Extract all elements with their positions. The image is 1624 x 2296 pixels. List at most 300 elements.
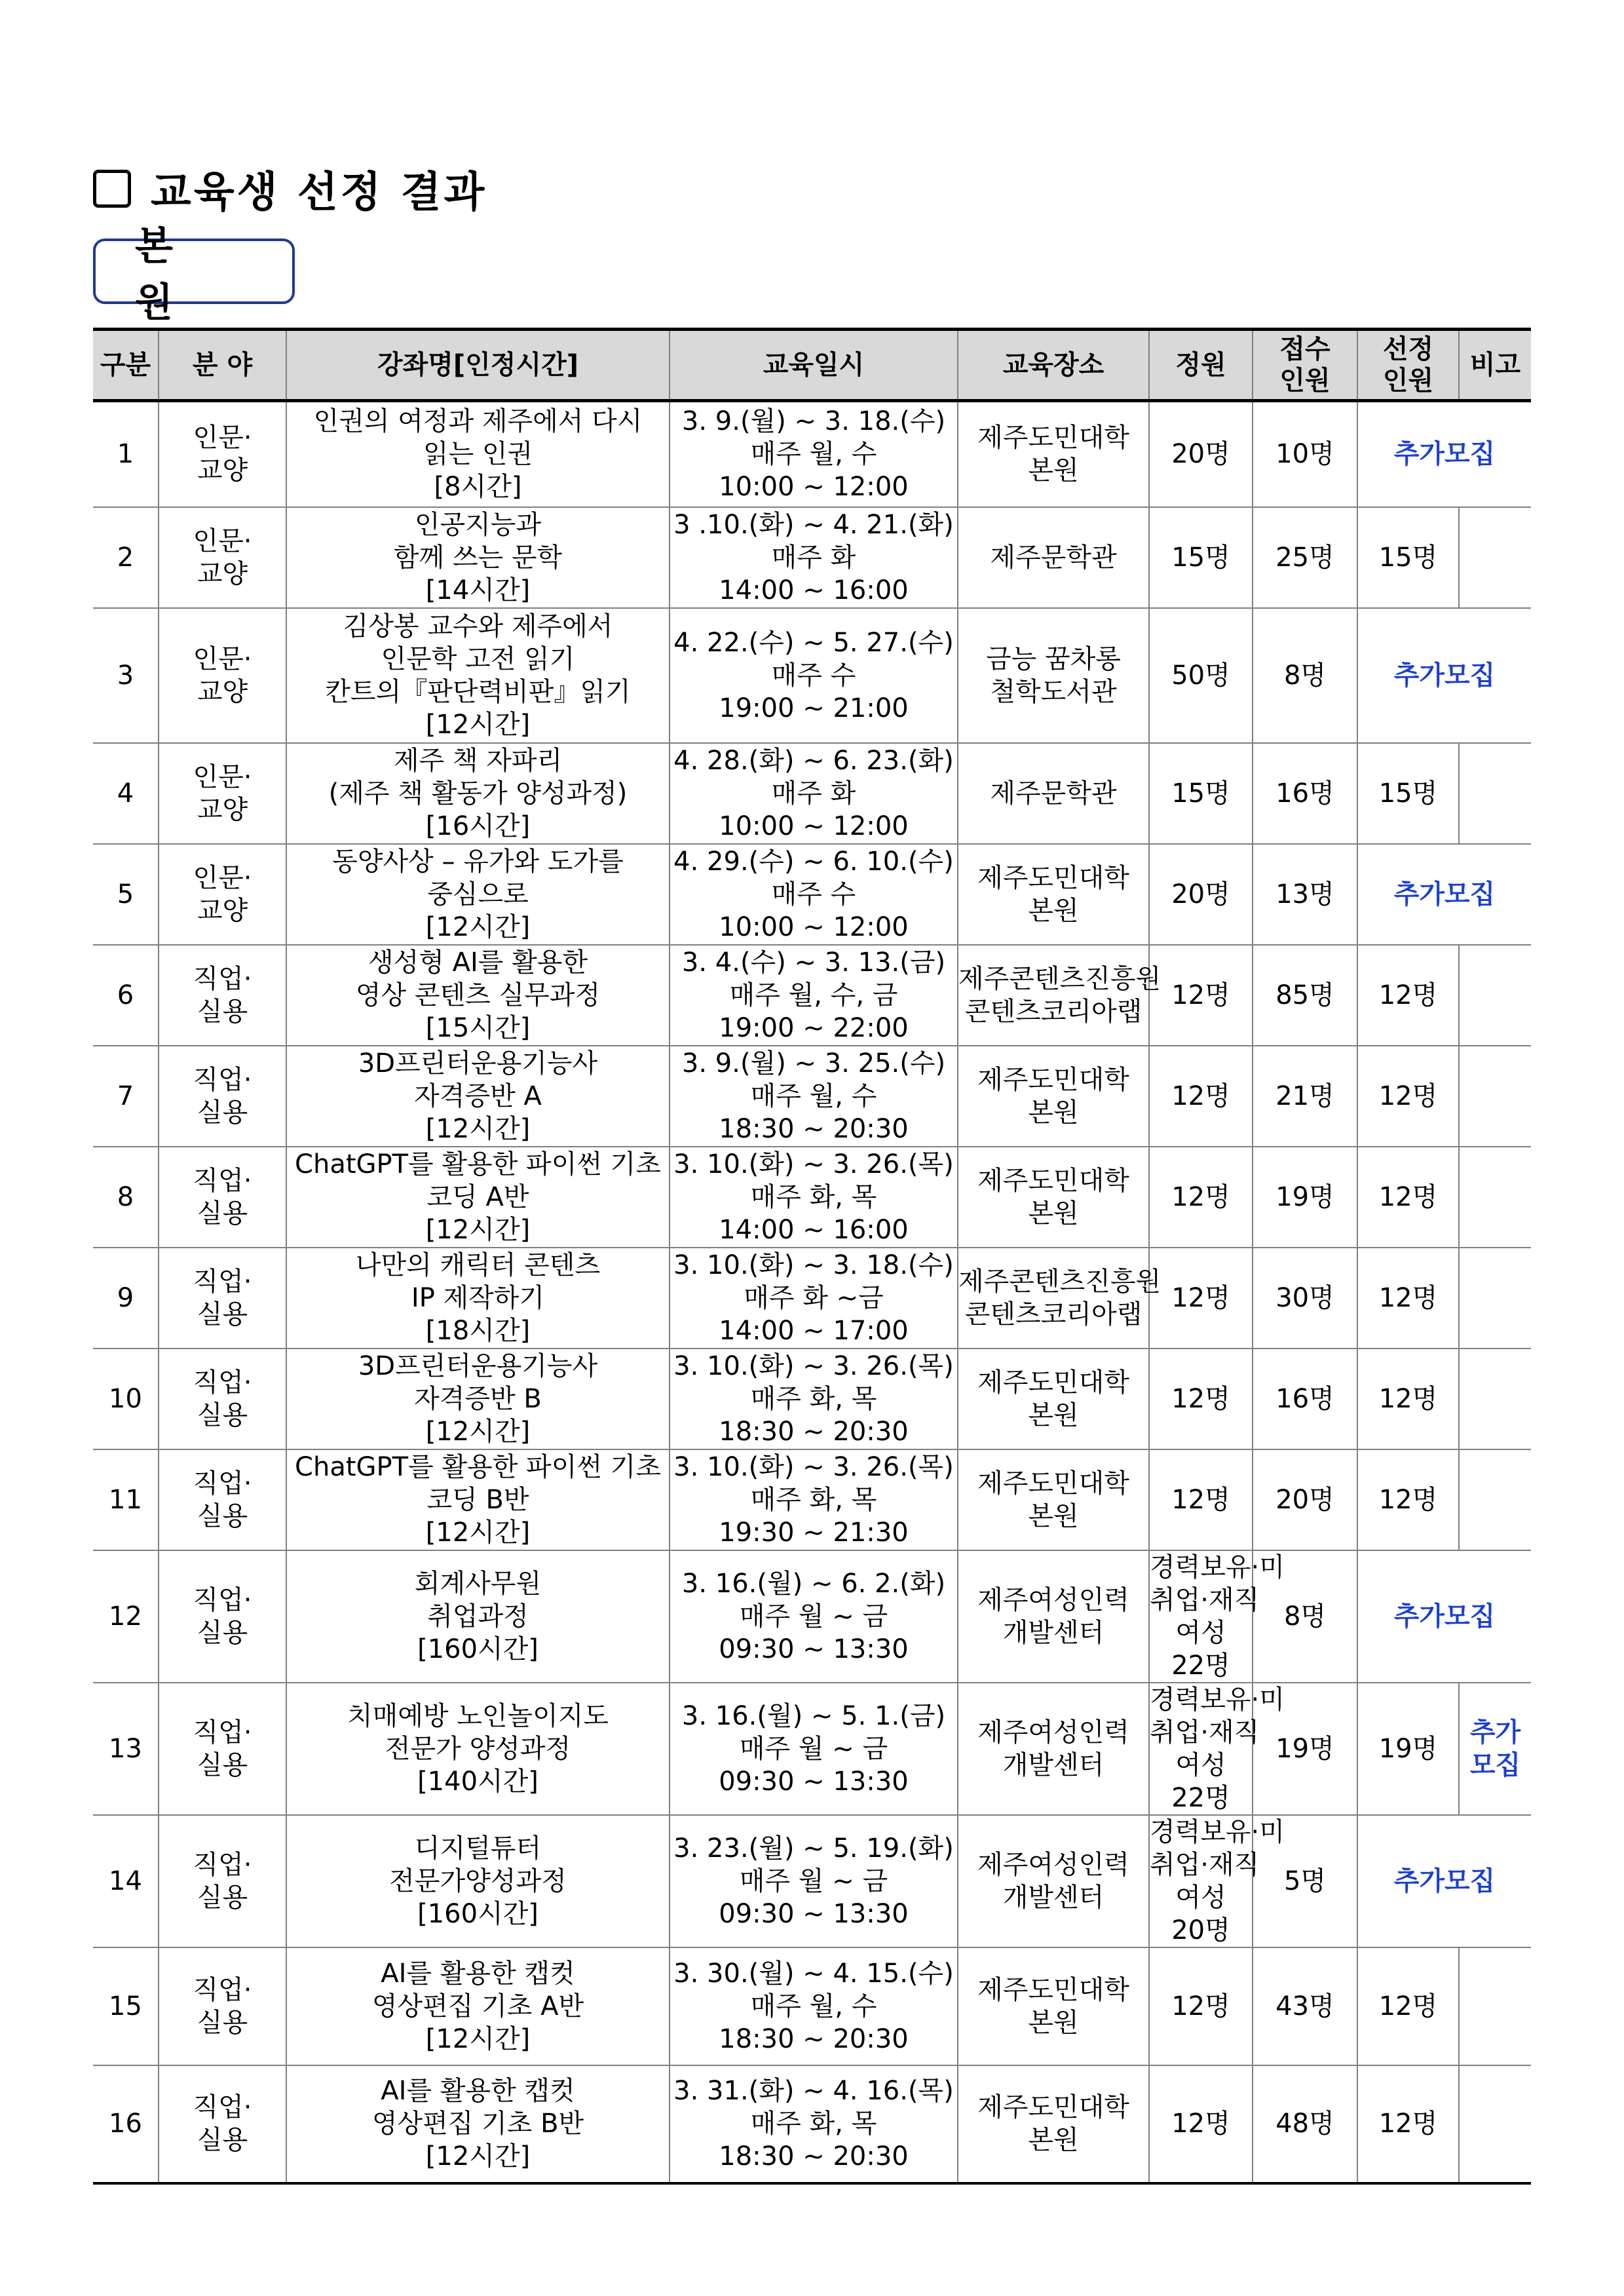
selected-cell: 15명 <box>1357 743 1459 844</box>
date-cell-line: 14:00 ~ 16:00 <box>719 1214 909 1245</box>
date-cell-line: 18:30 ~ 20:30 <box>719 1416 909 1447</box>
row-number: 7 <box>93 1046 159 1147</box>
selected-cell: 12명 <box>1357 2065 1459 2183</box>
course-cell-line: [14시간] <box>425 575 531 605</box>
date-cell-line: 매주 화, 목 <box>750 2109 877 2139</box>
table-row <box>93 507 1531 608</box>
course-cell <box>286 743 670 844</box>
place-cell-line: 콘텐츠코리아랩 <box>964 1299 1142 1330</box>
table-row <box>93 1449 1531 1550</box>
applied-cell: 30명 <box>1253 1248 1357 1349</box>
date-cell-line: 18:30 ~ 20:30 <box>719 2141 909 2172</box>
date-cell-line: 09:30 ~ 13:30 <box>719 1898 909 1929</box>
header-selected <box>1357 330 1459 401</box>
place-cell-line: 제주여성인력 <box>977 1584 1129 1615</box>
date-cell <box>670 507 958 608</box>
note-cell <box>1459 1947 1531 2065</box>
capacity-cell: 12명 <box>1149 1147 1253 1248</box>
note-cell <box>1459 945 1531 1046</box>
date-cell-line: 10:00 ~ 12:00 <box>719 472 909 503</box>
capacity-cell: 12명 <box>1149 1449 1253 1550</box>
applied-cell: 10명 <box>1253 401 1357 507</box>
place-cell <box>958 844 1149 945</box>
field-cell-line: 직업· <box>193 1468 252 1499</box>
table-row <box>93 844 1531 945</box>
field-cell-line: 실용 <box>197 1882 248 1913</box>
table-row <box>93 1947 1531 2065</box>
course-cell-line: 회계사무원 <box>414 1568 542 1599</box>
date-cell-line: 3. 31.(화) ~ 4. 16.(목) <box>673 2076 954 2106</box>
date-cell <box>670 743 958 844</box>
course-cell-line: [16시간] <box>425 811 531 841</box>
date-cell-line: 10:00 ~ 12:00 <box>719 911 909 942</box>
applied-cell: 16명 <box>1253 1349 1357 1449</box>
table-row <box>93 1349 1531 1449</box>
date-cell-line: 3. 4.(수) ~ 3. 13.(금) <box>681 947 946 978</box>
course-cell-line: 3D프린터운용기능사 <box>358 1350 598 1381</box>
note-cell <box>1459 1349 1531 1449</box>
selected-cell: 15명 <box>1357 507 1459 608</box>
course-cell-line: 생성형 AI를 활용한 <box>368 947 588 978</box>
date-cell <box>670 1550 958 1683</box>
place-cell-line: 제주도민대학 <box>977 1064 1129 1095</box>
date-cell <box>670 2065 958 2183</box>
field-cell-line: 교양 <box>197 558 248 589</box>
field-cell-line: 교양 <box>197 455 248 486</box>
course-cell <box>286 844 670 945</box>
table-row <box>93 1046 1531 1147</box>
place-cell <box>958 1046 1149 1147</box>
applied-cell: 13명 <box>1253 844 1357 945</box>
table-row <box>93 1815 1531 1947</box>
course-cell-line: 영상편집 기초 B반 <box>371 2109 584 2139</box>
course-cell-line: 읽는 인권 <box>423 439 533 470</box>
course-cell-line: 김상봉 교수와 제주에서 <box>343 611 613 641</box>
selected-cell: 12명 <box>1357 1147 1459 1248</box>
field-cell <box>159 401 286 507</box>
selected-cell: 12명 <box>1357 945 1459 1046</box>
row-number: 6 <box>93 945 159 1046</box>
capacity-cell: 12명 <box>1149 945 1253 1046</box>
header-note: 비고 <box>1459 330 1531 401</box>
capacity-value: 20명 <box>1171 1915 1230 1945</box>
selected-cell: 12명 <box>1357 1046 1459 1147</box>
course-cell-line: [12시간] <box>425 2141 531 2172</box>
selected-cell: 12명 <box>1357 1947 1459 2065</box>
course-cell-line: [160시간] <box>417 1898 538 1929</box>
field-cell <box>159 1947 286 2065</box>
field-cell <box>159 608 286 743</box>
date-cell-line: 매주 월 ~ 금 <box>739 1866 888 1896</box>
course-cell <box>286 507 670 608</box>
section-badge: 본 원 <box>93 239 295 304</box>
row-number: 16 <box>93 2065 159 2183</box>
course-cell-line: 인문학 고전 읽기 <box>381 643 575 674</box>
applied-cell: 5명 <box>1253 1815 1357 1947</box>
course-cell-line: 자격증반 B <box>414 1383 542 1414</box>
applied-cell: 43명 <box>1253 1947 1357 2065</box>
capacity-cell: 12명 <box>1149 2065 1253 2183</box>
course-cell <box>286 1947 670 2065</box>
selected-cell: 12명 <box>1357 1349 1459 1449</box>
note-cell-line: 추가 <box>1469 1717 1521 1748</box>
note-cell <box>1459 1046 1531 1147</box>
course-cell-line: 제주 책 자파리 <box>393 745 563 776</box>
note-cell-line: 모집 <box>1469 1750 1521 1780</box>
field-cell-line: 실용 <box>197 1198 248 1229</box>
field-cell-line: 실용 <box>197 1400 248 1430</box>
date-cell-line: 4. 29.(수) ~ 6. 10.(수) <box>673 846 954 877</box>
course-cell-line: [12시간] <box>425 1416 531 1447</box>
header-field: 분 야 <box>159 330 286 401</box>
course-cell-line: 치매예방 노인놀이지도 <box>347 1700 609 1731</box>
field-cell-line: 직업· <box>193 963 252 994</box>
row-number: 2 <box>93 507 159 608</box>
place-cell-line: 제주여성인력 <box>977 1717 1129 1748</box>
place-cell-line: 제주도민대학 <box>977 1367 1129 1398</box>
date-cell-line: 4. 22.(수) ~ 5. 27.(수) <box>673 627 954 658</box>
course-cell-line: [12시간] <box>425 1517 531 1548</box>
place-cell-line: 금능 꿈차롱 <box>986 643 1121 674</box>
field-cell-line: 인문· <box>193 862 252 893</box>
place-cell <box>958 1449 1149 1550</box>
course-cell <box>286 2065 670 2183</box>
field-cell-line: 인문· <box>193 423 252 453</box>
place-cell-line: 본원 <box>1028 1198 1079 1229</box>
date-cell-line: 3. 10.(화) ~ 3. 26.(목) <box>673 1451 954 1482</box>
date-cell-line: 3. 9.(월) ~ 3. 18.(수) <box>681 406 946 437</box>
field-cell <box>159 1248 286 1349</box>
field-cell <box>159 1046 286 1147</box>
course-cell <box>286 608 670 743</box>
table-row <box>93 1683 1531 1815</box>
place-cell-line: 본원 <box>1028 1097 1079 1128</box>
place-cell <box>958 1815 1149 1947</box>
note-cell <box>1459 507 1531 608</box>
date-cell-line: 18:30 ~ 20:30 <box>719 1113 909 1144</box>
date-cell-line: 매주 수 <box>771 660 856 691</box>
capacity-note-line: 여성 <box>1175 1882 1226 1913</box>
field-cell <box>159 844 286 945</box>
field-cell-line: 직업· <box>193 1165 252 1196</box>
place-cell-line: 본원 <box>1028 2007 1079 2038</box>
row-number: 3 <box>93 608 159 743</box>
date-cell-line: 매주 화, 목 <box>750 1383 877 1414</box>
course-cell-line: [12시간] <box>425 709 531 740</box>
row-number: 5 <box>93 844 159 945</box>
field-cell-line: 실용 <box>197 996 248 1027</box>
date-cell-line: 19:30 ~ 21:30 <box>719 1517 909 1548</box>
note-cell <box>1459 1248 1531 1349</box>
capacity-note-line: 여성 <box>1175 1750 1226 1780</box>
course-cell <box>286 945 670 1046</box>
place-cell <box>958 1947 1149 2065</box>
header-capacity: 정원 <box>1149 330 1253 401</box>
checkbox-square-icon <box>93 170 131 208</box>
capacity-cell: 12명 <box>1149 1947 1253 2065</box>
course-cell-line: 인공지능과 <box>414 509 542 540</box>
field-cell-line: 인문· <box>193 761 252 792</box>
date-cell <box>670 945 958 1046</box>
header-place: 교육장소 <box>958 330 1149 401</box>
course-cell-line: 디지털튜터 <box>414 1833 542 1864</box>
capacity-cell: 12명 <box>1149 1349 1253 1449</box>
applied-cell: 21명 <box>1253 1046 1357 1147</box>
place-cell-line: 개발센터 <box>1002 1750 1105 1780</box>
row-number: 8 <box>93 1147 159 1248</box>
capacity-cell: 50명 <box>1149 608 1253 743</box>
course-cell-line: 전문가 양성과정 <box>385 1733 571 1764</box>
field-cell <box>159 2065 286 2183</box>
header-line: 선정 <box>1382 334 1434 364</box>
date-cell-line: 14:00 ~ 17:00 <box>719 1315 909 1346</box>
course-cell-line: AI를 활용한 캡컷 <box>381 1958 575 1989</box>
course-cell-line: ChatGPT를 활용한 파이썬 기초 <box>295 1149 661 1179</box>
course-cell-line: [18시간] <box>425 1315 531 1346</box>
place-cell-line: 철학도서관 <box>990 676 1117 707</box>
applied-cell: 20명 <box>1253 1449 1357 1550</box>
course-cell <box>286 1683 670 1815</box>
course-cell-line: 나만의 캐릭터 콘텐츠 <box>355 1250 601 1280</box>
field-cell-line: 실용 <box>197 1097 248 1128</box>
field-cell-line: 교양 <box>197 895 248 926</box>
place-cell <box>958 2065 1149 2183</box>
field-cell <box>159 1147 286 1248</box>
date-cell-line: 18:30 ~ 20:30 <box>719 2023 909 2054</box>
row-number: 12 <box>93 1550 159 1683</box>
field-cell-line: 교양 <box>197 676 248 707</box>
selected-cell: 12명 <box>1357 1449 1459 1550</box>
row-number: 9 <box>93 1248 159 1349</box>
capacity-cell: 15명 <box>1149 743 1253 844</box>
date-cell-line: 매주 화, 목 <box>750 1181 877 1212</box>
course-cell-line: 중심으로 <box>427 879 529 909</box>
course-cell-line: 영상편집 기초 A반 <box>371 1991 584 2021</box>
selection-results-table <box>93 328 1531 2185</box>
place-cell <box>958 1550 1149 1683</box>
applied-cell: 8명 <box>1253 608 1357 743</box>
capacity-note-line: 경력보유·미 <box>1150 1552 1285 1582</box>
date-cell-line: 09:30 ~ 13:30 <box>719 1634 909 1664</box>
place-cell-line: 제주도민대학 <box>977 1468 1129 1499</box>
date-cell-line: 3. 30.(월) ~ 4. 15.(수) <box>673 1958 954 1989</box>
date-cell-line: 매주 수 <box>771 879 856 909</box>
selected-cell: 19명 <box>1357 1683 1459 1815</box>
field-cell-line: 직업· <box>193 1266 252 1297</box>
place-cell-line: 제주도민대학 <box>977 1974 1129 2005</box>
table-row <box>93 945 1531 1046</box>
date-cell-line: 3. 10.(화) ~ 3. 18.(수) <box>673 1250 954 1280</box>
header-line: 인원 <box>1279 366 1331 396</box>
course-cell-line: 코딩 A반 <box>426 1181 529 1212</box>
course-cell <box>286 1349 670 1449</box>
place-cell-line: 제주문학관 <box>990 778 1117 809</box>
place-cell-line: 제주콘텐츠진흥원 <box>958 963 1161 994</box>
place-cell <box>958 1147 1149 1248</box>
date-cell-line: 매주 화 <box>771 778 856 809</box>
applied-cell: 8명 <box>1253 1550 1357 1683</box>
table-row <box>93 1248 1531 1349</box>
field-cell-line: 직업· <box>193 1584 252 1615</box>
course-cell <box>286 1815 670 1947</box>
date-cell-line: 3. 10.(화) ~ 3. 26.(목) <box>673 1149 954 1179</box>
field-cell <box>159 1550 286 1683</box>
place-cell-line: 제주도민대학 <box>977 423 1129 453</box>
row-number: 15 <box>93 1947 159 2065</box>
field-cell-line: 실용 <box>197 1299 248 1330</box>
date-cell-line: 매주 월, 수, 금 <box>729 980 898 1010</box>
course-cell-line: 영상 콘텐츠 실무과정 <box>355 980 601 1010</box>
row-number: 10 <box>93 1349 159 1449</box>
table-header-row <box>93 330 1531 401</box>
field-cell-line: 직업· <box>193 1064 252 1095</box>
date-cell-line: 매주 월, 수 <box>750 439 877 470</box>
course-cell-line: 인권의 여정과 제주에서 다시 <box>313 406 643 437</box>
row-number: 13 <box>93 1683 159 1815</box>
course-cell-line: AI를 활용한 캡컷 <box>381 2076 575 2106</box>
date-cell-line: 매주 화 ~금 <box>744 1282 884 1313</box>
course-cell-line: ChatGPT를 활용한 파이썬 기초 <box>295 1451 661 1482</box>
capacity-cell: 20명 <box>1149 401 1253 507</box>
course-cell-line: 취업과정 <box>427 1601 529 1632</box>
table-row <box>93 401 1531 507</box>
note-cell <box>1459 743 1531 844</box>
date-cell <box>670 1815 958 1947</box>
table-row <box>93 608 1531 743</box>
date-cell <box>670 1947 958 2065</box>
course-cell-line: 코딩 B반 <box>426 1484 529 1515</box>
field-cell-line: 직업· <box>193 1974 252 2005</box>
note-cell <box>1459 2065 1531 2183</box>
page-heading <box>93 163 487 215</box>
course-cell-line: [12시간] <box>425 1214 531 1245</box>
applied-cell: 25명 <box>1253 507 1357 608</box>
place-cell <box>958 1683 1149 1815</box>
date-cell <box>670 1449 958 1550</box>
date-cell-line: 매주 월, 수 <box>750 1081 877 1111</box>
place-cell-line: 제주콘텐츠진흥원 <box>958 1266 1161 1297</box>
field-cell <box>159 945 286 1046</box>
row-number: 4 <box>93 743 159 844</box>
date-cell-line: 10:00 ~ 12:00 <box>719 811 909 841</box>
applied-cell: 16명 <box>1253 743 1357 844</box>
capacity-note-line: 취업·재직 <box>1150 1584 1260 1615</box>
field-cell-line: 인문· <box>193 526 252 556</box>
date-cell-line: 매주 월, 수 <box>750 1991 877 2021</box>
place-cell-line: 본원 <box>1028 1400 1079 1430</box>
date-cell <box>670 401 958 507</box>
place-cell <box>958 401 1149 507</box>
field-cell-line: 직업· <box>193 1849 252 1880</box>
course-cell-line: [140시간] <box>417 1766 538 1797</box>
applied-cell: 19명 <box>1253 1147 1357 1248</box>
note-cell: 추가모집 <box>1357 1815 1531 1947</box>
date-cell-line: 19:00 ~ 21:00 <box>719 693 909 723</box>
date-cell <box>670 1683 958 1815</box>
page-title: 교육생 선정 결과 <box>151 168 487 217</box>
header-line: 인원 <box>1382 366 1434 396</box>
field-cell-line: 실용 <box>197 2007 248 2038</box>
date-cell <box>670 1349 958 1449</box>
course-cell <box>286 1550 670 1683</box>
applied-cell: 48명 <box>1253 2065 1357 2183</box>
date-cell <box>670 844 958 945</box>
date-cell-line: 매주 화 <box>771 542 856 573</box>
header-line: 접수 <box>1279 334 1331 364</box>
field-cell <box>159 1683 286 1815</box>
row-number: 1 <box>93 401 159 507</box>
header-no: 구분 <box>93 330 159 401</box>
course-cell-line: [12시간] <box>425 1113 531 1144</box>
course-cell-line: 자격증반 A <box>414 1081 542 1111</box>
header-applied <box>1253 330 1357 401</box>
field-cell-line: 실용 <box>197 1501 248 1531</box>
place-cell <box>958 1349 1149 1449</box>
field-cell-line: 실용 <box>197 1617 248 1648</box>
date-cell-line: 4. 28.(화) ~ 6. 23.(화) <box>673 745 954 776</box>
note-cell <box>1459 1449 1531 1550</box>
place-cell-line: 개발센터 <box>1002 1882 1105 1913</box>
place-cell <box>958 743 1149 844</box>
date-cell-line: 매주 월 ~ 금 <box>739 1733 888 1764</box>
date-cell-line: 매주 월 ~ 금 <box>739 1601 888 1632</box>
date-cell-line: 3. 23.(월) ~ 5. 19.(화) <box>673 1833 954 1864</box>
place-cell <box>958 507 1149 608</box>
place-cell-line: 본원 <box>1028 2125 1079 2155</box>
place-cell-line: 본원 <box>1028 455 1079 486</box>
course-cell-line: (제주 책 활동가 양성과정) <box>328 778 628 809</box>
date-cell <box>670 1147 958 1248</box>
place-cell-line: 제주도민대학 <box>977 2092 1129 2122</box>
place-cell-line: 개발센터 <box>1002 1617 1105 1648</box>
capacity-note-line: 경력보유·미 <box>1150 1684 1285 1715</box>
course-cell-line: 동양사상 – 유가와 도가를 <box>332 846 624 877</box>
date-cell <box>670 1046 958 1147</box>
field-cell-line: 인문· <box>193 643 252 674</box>
table-row <box>93 1147 1531 1248</box>
course-cell-line: 전문가양성과정 <box>389 1866 567 1896</box>
course-cell-line: 함께 쓰는 문학 <box>393 542 563 573</box>
capacity-note-line: 취업·재직 <box>1150 1717 1260 1748</box>
capacity-cell: 12명 <box>1149 1248 1253 1349</box>
capacity-note-line: 취업·재직 <box>1150 1849 1260 1880</box>
date-cell-line: 매주 화, 목 <box>750 1484 877 1515</box>
place-cell <box>958 608 1149 743</box>
course-cell-line: [12시간] <box>425 911 531 942</box>
note-cell: 추가모집 <box>1357 844 1531 945</box>
field-cell-line: 직업· <box>193 1367 252 1398</box>
course-cell <box>286 401 670 507</box>
capacity-cell: 12명 <box>1149 1046 1253 1147</box>
date-cell-line: 3. 10.(화) ~ 3. 26.(목) <box>673 1350 954 1381</box>
capacity-note-line: 경력보유·미 <box>1150 1816 1285 1847</box>
field-cell <box>159 1349 286 1449</box>
course-cell <box>286 1147 670 1248</box>
note-cell: 추가모집 <box>1357 1550 1531 1683</box>
field-cell <box>159 1815 286 1947</box>
place-cell-line: 콘텐츠코리아랩 <box>964 996 1142 1027</box>
date-cell <box>670 608 958 743</box>
capacity-cell <box>1149 1683 1285 1815</box>
capacity-cell <box>1149 1815 1285 1947</box>
field-cell-line: 직업· <box>193 2092 252 2122</box>
note-cell <box>1459 1683 1531 1815</box>
place-cell <box>958 945 1161 1046</box>
row-number: 14 <box>93 1815 159 1947</box>
capacity-note-line: 여성 <box>1175 1617 1226 1648</box>
header-date: 교육일시 <box>670 330 958 401</box>
field-cell-line: 실용 <box>197 1750 248 1780</box>
